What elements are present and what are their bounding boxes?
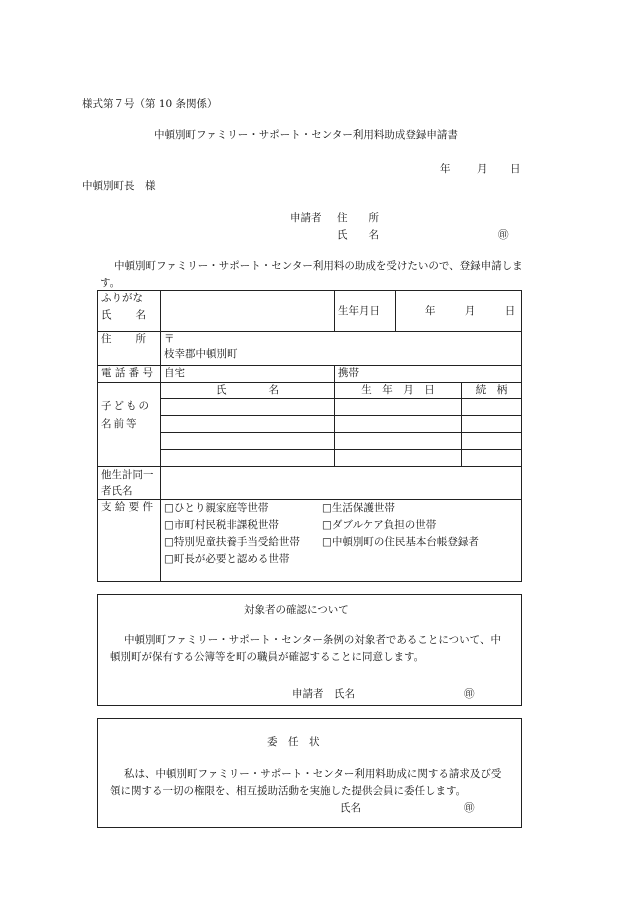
home-label: 自宅: [164, 367, 185, 379]
child-3-relation[interactable]: [462, 433, 522, 450]
applicant-label: 申請者: [290, 212, 322, 224]
furigana-label: ふりがな: [98, 291, 161, 308]
dob-year: 年: [425, 304, 436, 317]
date-day: 日: [510, 163, 521, 175]
dob-field[interactable]: [396, 291, 522, 332]
option-single-parent[interactable]: □ひとり親家庭等世帯: [164, 502, 269, 514]
child-2-name[interactable]: [161, 416, 335, 433]
child-1-dob[interactable]: [335, 399, 462, 416]
option-special-child-allowance[interactable]: □特別児童扶養手当受給世帯: [164, 536, 300, 548]
option-resident-registered[interactable]: □中頓別町の住民基本台帳登録者: [322, 536, 479, 548]
delegation-body: 私は、中頓別町ファミリー・サポート・センター利用料助成に関する請求及び受領に関する一切の権限を、相互援助活動を実施した提供会員に委任します。: [110, 768, 502, 797]
children-header-relation: 続 柄: [462, 383, 522, 399]
consent-sign-label: 申請者 氏名: [292, 688, 355, 700]
postal-mark: 〒: [164, 333, 175, 345]
dob-month: 月: [464, 304, 476, 317]
child-3-name[interactable]: [161, 433, 335, 450]
delegation-title: 委 任 状: [267, 736, 320, 748]
eligibility-options: [161, 500, 522, 582]
child-1-relation[interactable]: [462, 399, 522, 416]
applicant-name-label: 氏 名: [337, 229, 379, 241]
option-welfare[interactable]: □生活保護世帯: [322, 502, 395, 514]
address-value: 枝幸郡中頓別町: [164, 348, 238, 360]
date-year: 年: [440, 163, 451, 175]
child-2-relation[interactable]: [462, 416, 522, 433]
applicant-address-label: 住 所: [337, 212, 379, 224]
child-4-name[interactable]: [161, 450, 335, 467]
dob-day: 日: [504, 304, 516, 317]
mobile-label: 携帯: [338, 367, 359, 379]
delegation-seal: ㊞: [464, 802, 475, 814]
form-number: 様式第７号（第 10 条関係）: [82, 98, 218, 110]
consent-body: 中頓別町ファミリー・サポート・センター条例の対象者であることについて、中頓別町が保有する公簿等を町の職員が確認することに同意します。: [110, 634, 501, 663]
consent-seal: ㊞: [464, 688, 475, 700]
address-field[interactable]: [161, 332, 522, 366]
child-4-dob[interactable]: [335, 450, 462, 467]
option-tax-exempt[interactable]: □市町村民税非課税世帯: [164, 519, 279, 531]
home-phone-field[interactable]: [161, 366, 335, 383]
child-4-relation[interactable]: [462, 450, 522, 467]
address-label: 住 所: [98, 332, 161, 366]
child-2-dob[interactable]: [335, 416, 462, 433]
name-label: 氏 名: [98, 308, 161, 332]
application-table: [97, 290, 522, 582]
child-3-dob[interactable]: [335, 433, 462, 450]
addressee: 中頓別町長 様: [82, 180, 156, 192]
option-double-care[interactable]: □ダブルケア負担の世帯: [322, 519, 437, 531]
eligibility-label: 支 給 要 件: [98, 500, 161, 582]
intro-text: 中頓別町ファミリー・サポート・センター利用料の助成を受けたいので、登録申請します。: [100, 260, 523, 289]
consent-title: 対象者の確認について: [244, 604, 349, 616]
date-month: 月: [477, 163, 488, 175]
children-header-dob: 生 年 月 日: [335, 383, 462, 399]
page-title: 中頓別町ファミリー・サポート・センター利用料助成登録申請書: [154, 129, 458, 141]
delegation-sign-label: 氏名: [340, 802, 361, 814]
children-header-name: 氏 名: [161, 383, 335, 399]
other-household-label: 他生計同一者氏名: [98, 467, 161, 500]
phone-label: 電 話 番 号: [98, 366, 161, 383]
mobile-phone-field[interactable]: [335, 366, 522, 383]
children-label: 子どもの名前等: [98, 383, 161, 467]
applicant-name-field[interactable]: [161, 291, 335, 332]
seal-mark: ㊞: [498, 229, 509, 241]
child-1-name[interactable]: [161, 399, 335, 416]
other-household-field[interactable]: [161, 467, 522, 500]
option-mayor-approved[interactable]: □町長が必要と認める世帯: [164, 553, 290, 565]
dob-label: 生年月日: [335, 291, 396, 332]
